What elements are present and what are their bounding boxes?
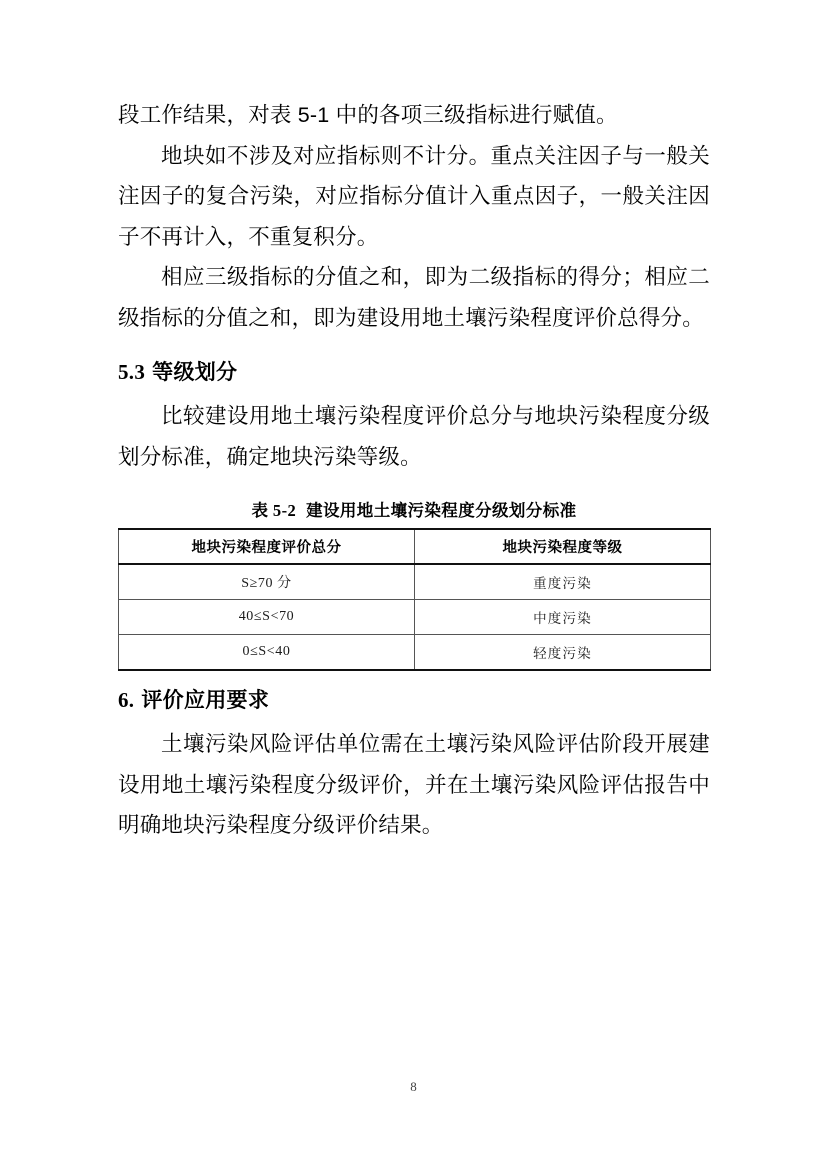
table-caption-number: 表 5-2 <box>251 501 297 520</box>
section-number-5-3: 5.3 <box>118 360 146 384</box>
table-row <box>119 635 711 671</box>
paragraph-total-score: 相应三级指标的分值之和，即为二级指标的得分；相应二级指标的分值之和，即为建设用地土壤污染程度评价总得分。 <box>118 265 710 330</box>
paragraph-section-6: 土壤污染风险评估单位需在土壤污染风险评估阶段开展建设用地土壤污染程度分级评价，并在土壤污染风险评估报告中明确地块污染程度分级评价结果。 <box>118 732 710 837</box>
cell-score: 40≤S<70 <box>119 600 415 635</box>
table-row <box>119 600 711 635</box>
cell-level: 重度污染 <box>415 564 711 600</box>
section-number-6: 6. <box>118 688 135 712</box>
paragraph-continuation: 段工作结果，对表 5-1 中的各项三级指标进行赋值。 <box>118 103 618 127</box>
table-caption-title: 建设用地土壤污染程度分级划分标准 <box>306 502 577 520</box>
table-header-row <box>119 529 711 564</box>
page-number: 8 <box>410 1079 417 1094</box>
section-heading-5-3 <box>118 352 710 393</box>
table-5-2-caption <box>118 499 710 523</box>
cell-level: 中度污染 <box>415 600 711 635</box>
cell-score: S≥70 分 <box>119 564 415 600</box>
paragraph-section-5-3: 比较建设用地土壤污染程度评价总分与地块污染程度分级划分标准，确定地块污染等级。 <box>118 404 710 469</box>
table-row <box>119 564 711 600</box>
column-header-score: 地块污染程度评价总分 <box>119 529 415 564</box>
section-title-6: 评价应用要求 <box>141 689 270 712</box>
table-5-2 <box>118 528 711 671</box>
cell-level: 轻度污染 <box>415 635 711 671</box>
column-header-level: 地块污染程度等级 <box>415 529 711 564</box>
section-heading-6 <box>118 680 710 721</box>
section-title-5-3: 等级划分 <box>152 361 238 384</box>
page-content <box>118 95 710 846</box>
paragraph-scoring-rules: 地块如不涉及对应指标则不计分。重点关注因子与一般关注因子的复合污染，对应指标分值计入重点因子，一般关注因子不再计入，不重复积分。 <box>118 143 710 249</box>
table-5-2-block <box>118 499 710 671</box>
cell-score: 0≤S<40 <box>119 635 415 671</box>
